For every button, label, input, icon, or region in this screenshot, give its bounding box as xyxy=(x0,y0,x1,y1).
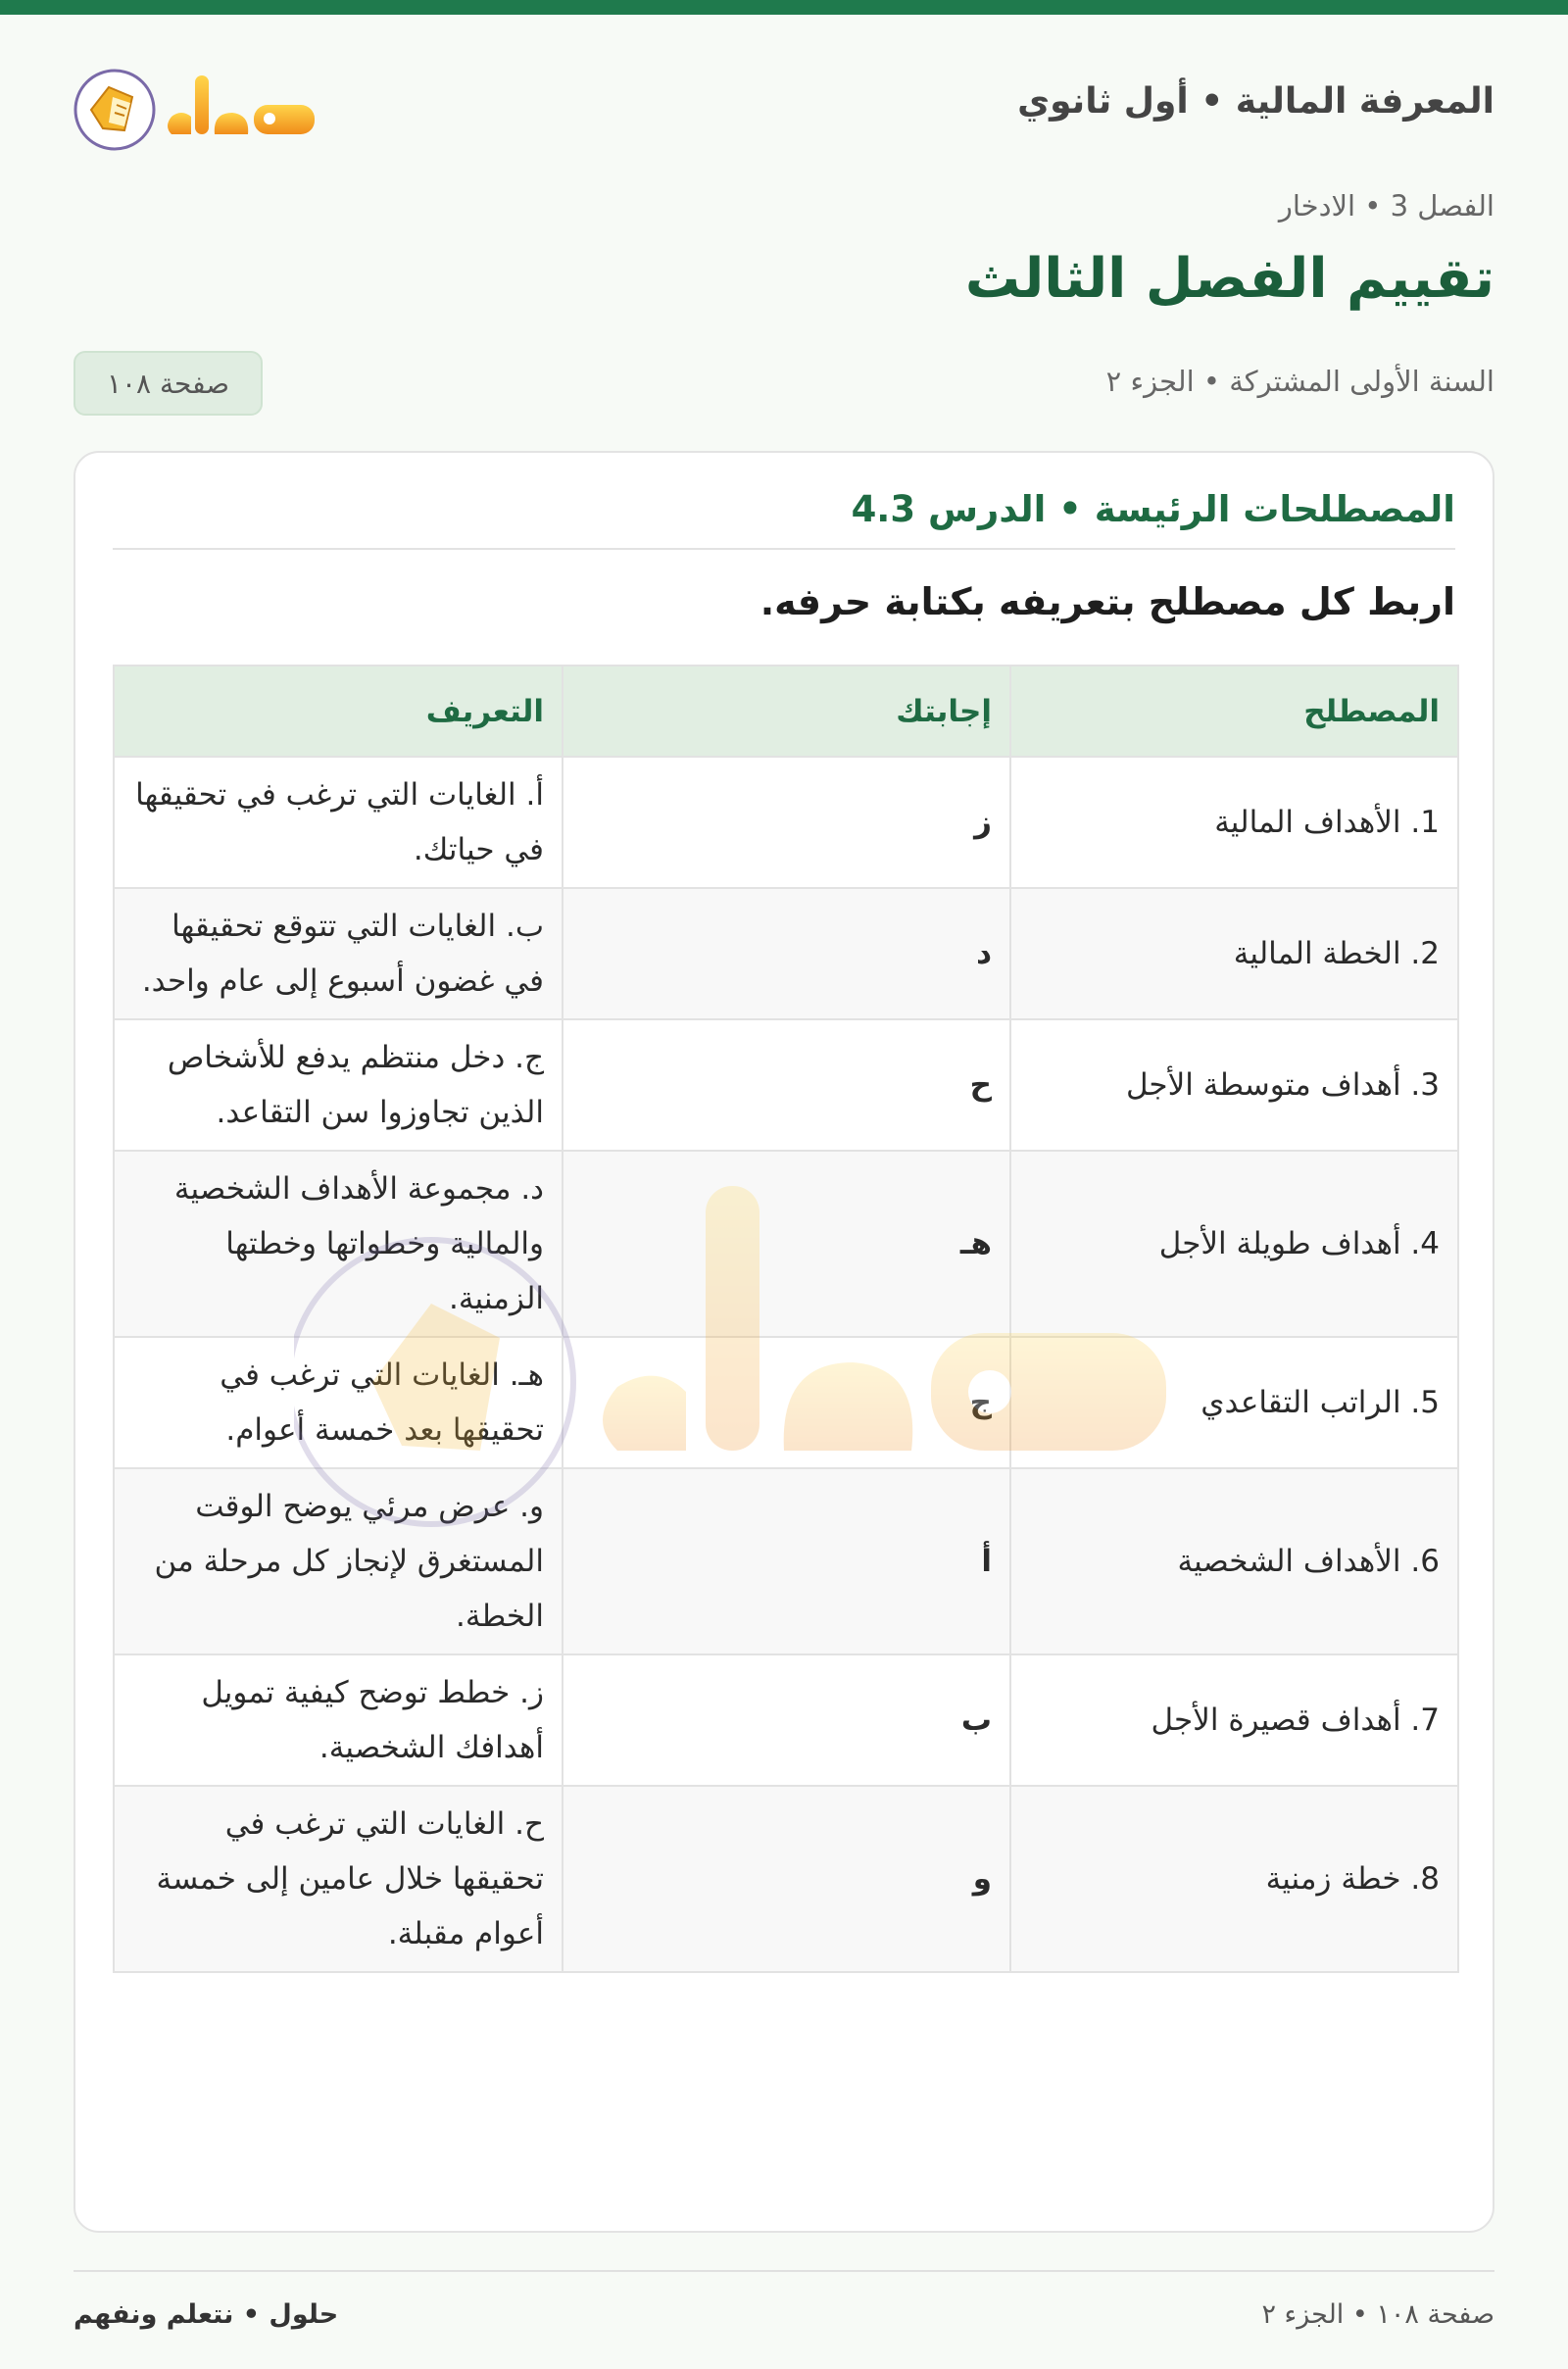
table-row xyxy=(114,1468,1458,1654)
table-row xyxy=(114,1337,1458,1468)
table-row xyxy=(114,757,1458,888)
hulul-logo xyxy=(74,54,328,162)
answer-cell: هـ xyxy=(563,1151,1010,1337)
section-divider xyxy=(113,548,1455,550)
term-cell: 8. خطة زمنية xyxy=(1010,1786,1458,1972)
chapter-label: الفصل 3 • الادخار xyxy=(1278,189,1494,222)
definition-cell: ج. دخل منتظم يدفع للأشخاص الذين تجاوزوا سن التقاعد. xyxy=(114,1019,563,1151)
term-cell: 6. الأهداف الشخصية xyxy=(1010,1468,1458,1654)
definition-cell: ز. خطط توضح كيفية تمويل أهدافك الشخصية. xyxy=(114,1654,563,1786)
answer-cell: أ xyxy=(563,1468,1010,1654)
table-row xyxy=(114,1151,1458,1337)
top-accent-bar xyxy=(0,0,1568,15)
header-answer: إجابتك xyxy=(563,666,1010,757)
answer-cell: ح xyxy=(563,1019,1010,1151)
instruction-text: اربط كل مصطلح بتعريفه بكتابة حرفه. xyxy=(760,580,1455,623)
term-cell: 2. الخطة المالية xyxy=(1010,888,1458,1019)
term-cell: 4. أهداف طويلة الأجل xyxy=(1010,1151,1458,1337)
footer-page-info: صفحة ١٠٨ • الجزء ٢ xyxy=(1261,2299,1494,2330)
matching-table xyxy=(113,665,1459,1973)
term-cell: 7. أهداف قصيرة الأجل xyxy=(1010,1654,1458,1786)
term-cell: 1. الأهداف المالية xyxy=(1010,757,1458,888)
exercise-card xyxy=(74,451,1494,2233)
answer-cell: و xyxy=(563,1786,1010,1972)
footer-brand: حلول • نتعلم ونفهم xyxy=(74,2299,339,2330)
table-row xyxy=(114,1019,1458,1151)
table-header-row xyxy=(114,666,1458,757)
page-number-badge: صفحة ١٠٨ xyxy=(74,351,263,416)
answer-cell: ج xyxy=(563,1337,1010,1468)
subject-title: المعرفة المالية • أول ثانوي xyxy=(1017,81,1494,122)
section-heading: المصطلحات الرئيسة • الدرس 4.3 xyxy=(851,488,1455,530)
answer-cell: ب xyxy=(563,1654,1010,1786)
book-meta: السنة الأولى المشتركة • الجزء ٢ xyxy=(1105,365,1494,398)
header-definition: التعريف xyxy=(114,666,563,757)
logo-text xyxy=(168,75,315,134)
table-row xyxy=(114,888,1458,1019)
footer-divider xyxy=(74,2270,1494,2272)
answer-cell: د xyxy=(563,888,1010,1019)
definition-cell: أ. الغايات التي ترغب في تحقيقها في حياتك. xyxy=(114,757,563,888)
term-cell: 3. أهداف متوسطة الأجل xyxy=(1010,1019,1458,1151)
term-cell: 5. الراتب التقاعدي xyxy=(1010,1337,1458,1468)
definition-cell: ح. الغايات التي ترغب في تحقيقها خلال عامين إلى خمسة أعوام مقبلة. xyxy=(114,1786,563,1972)
definition-cell: و. عرض مرئي يوضح الوقت المستغرق لإنجاز كل مرحلة من الخطة. xyxy=(114,1468,563,1654)
page-title: تقييم الفصل الثالث xyxy=(964,247,1494,311)
definition-cell: د. مجموعة الأهداف الشخصية والمالية وخطواتها وخطتها الزمنية. xyxy=(114,1151,563,1337)
page-header xyxy=(74,54,1494,162)
table-row xyxy=(114,1786,1458,1972)
answer-cell: ز xyxy=(563,757,1010,888)
header-term: المصطلح xyxy=(1010,666,1458,757)
definition-cell: ب. الغايات التي تتوقع تحقيقها في غضون أسبوع إلى عام واحد. xyxy=(114,888,563,1019)
table-row xyxy=(114,1654,1458,1786)
definition-cell: هـ. الغايات التي ترغب في تحقيقها بعد خمسة أعوام. xyxy=(114,1337,563,1468)
